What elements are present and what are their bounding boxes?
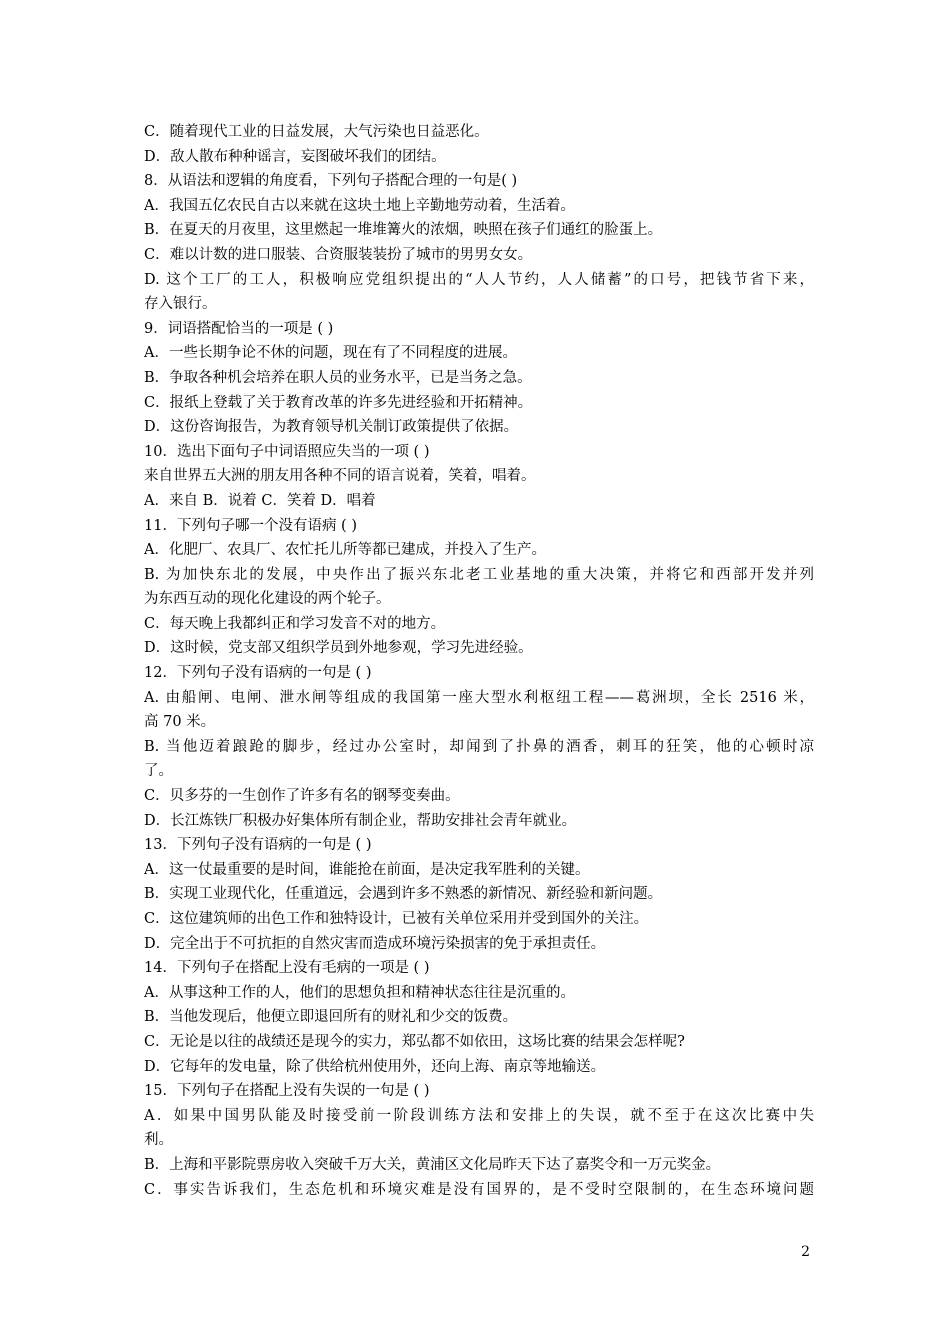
text-line: D．敌人散布种种谣言，妄图破坏我们的团结。	[144, 148, 446, 165]
text-line: 为东西互动的现化化建设的两个轮子。	[144, 591, 391, 608]
text-line: D．这份咨询报告，为教育领导机关制订政策提供了依据。	[144, 419, 519, 436]
text-line: 11．下列句子哪一个没有语病 ( )	[144, 517, 357, 534]
text-line: 13．下列句子没有语病的一句是 ( )	[144, 837, 372, 854]
text-line: A．这一仗最重要的是时间，谁能抢在前面，是决定我军胜利的关键。	[144, 861, 590, 878]
text-line: 来自世界五大洲的朋友用各种不同的语言说着，笑着，唱着。	[144, 468, 536, 485]
text-line: A．来自 B．说着 C．笑着 D．唱着	[144, 492, 376, 509]
text-line: 14．下列句子在搭配上没有毛病的一项是 ( )	[144, 960, 430, 977]
text-line: B．实现工业现代化，任重道远，会遇到许多不熟悉的新情况、新经验和新问题。	[144, 886, 663, 903]
text-line: C．贝多芬的一生创作了许多有名的钢琴变奏曲。	[144, 788, 460, 805]
text-line: 利。	[144, 1132, 173, 1149]
text-line: C．无论是以往的战绩还是现今的实力，郑弘都不如依田，这场比赛的结果会怎样呢?	[144, 1033, 685, 1050]
text-line: B. 当他迈着踉跄的脚步，经过办公室时，却闻到了扑鼻的酒香，刺耳的狂笑，他的心顿时凉	[144, 738, 814, 755]
text-line: C．随着现代工业的日益发展，大气污染也日益恶化。	[144, 124, 489, 140]
text-line: A．我国五亿农民自古以来就在这块土地上辛勤地劳动着，生活着。	[144, 197, 575, 214]
text-line: C．难以计数的进口服装、合资服装装扮了城市的男男女女。	[144, 246, 533, 263]
text-line: C．事实告诉我们，生态危机和环境灾难是没有国界的，是不受时空限制的，在生态环境问题	[144, 1181, 814, 1198]
text-line: D．这时候，党支部又组织学员到外地参观，学习先进经验。	[144, 640, 533, 657]
page-number: 2	[801, 1244, 810, 1260]
text-line: 了。	[144, 763, 173, 780]
text-line: 10．选出下面句子中词语照应失当的一项 ( )	[144, 443, 430, 460]
text-line: B. 为加快东北的发展，中央作出了振兴东北老工业基地的重大决策，并将它和西部开发并列	[144, 566, 814, 583]
text-line: 高 70 米。	[144, 714, 216, 731]
text-line: B．在夏天的月夜里，这里燃起一堆堆篝火的浓烟，映照在孩子们通红的脸蛋上。	[144, 222, 663, 239]
text-line: 8．从语法和逻辑的角度看，下列句子搭配合理的一句是( )	[144, 173, 518, 190]
text-line: D．长江炼铁厂积极办好集体所有制企业，帮助安排社会青年就业。	[144, 812, 577, 829]
text-line: 15．下列句子在搭配上没有失误的一句是 ( )	[144, 1083, 430, 1100]
text-line: 12．下列句子没有语病的一句是 ( )	[144, 665, 372, 682]
text-line: A．如果中国男队能及时接受前一阶段训练方法和安排上的失误，就不至于在这次比赛中失	[144, 1107, 814, 1124]
text-line: C．这位建筑师的出色工作和独特设计，已被有关单位采用并受到国外的关注。	[144, 911, 649, 927]
text-line: C．每天晚上我都纠正和学习发音不对的地方。	[144, 615, 446, 632]
document-body	[144, 120, 814, 1202]
text-line: 存入银行。	[144, 296, 217, 313]
text-line: A．化肥厂、农具厂、农忙托儿所等都已建成，并投入了生产。	[144, 542, 546, 559]
text-line: A．一些长期争论不休的问题，现在有了不同程度的进展。	[144, 345, 517, 362]
text-line: C．报纸上登载了关于教育改革的许多先进经验和开拓精神。	[144, 394, 533, 411]
text-line: A．从事这种工作的人，他们的思想负担和精神状态往往是沉重的。	[144, 984, 575, 1001]
text-line: D. 这个工厂的工人，积极响应党组织提出的“人人节约，人人储蓄”的口号，把钱节省下来，	[144, 271, 814, 288]
text-line: A. 由船闸、电闸、泄水闸等组成的我国第一座大型水利枢纽工程——葛洲坝，全长 2516 米，	[144, 689, 814, 706]
text-line: B．争取各种机会培养在职人员的业务水平，已是当务之急。	[144, 369, 532, 386]
text-line: B．当他发现后，他便立即退回所有的财礼和少交的饭费。	[144, 1009, 518, 1026]
text-line: D．完全出于不可抗拒的自然灾害而造成环境污染损害的免于承担责任。	[144, 935, 606, 952]
text-line: D．它每年的发电量，除了供给杭州使用外，还向上海、南京等地输送。	[144, 1058, 606, 1075]
text-line: 9．词语搭配恰当的一项是 ( )	[144, 320, 334, 337]
text-line: B．上海和平影院票房收入突破千万大关，黄浦区文化局昨天下达了嘉奖令和一万元奖金。	[144, 1156, 721, 1173]
